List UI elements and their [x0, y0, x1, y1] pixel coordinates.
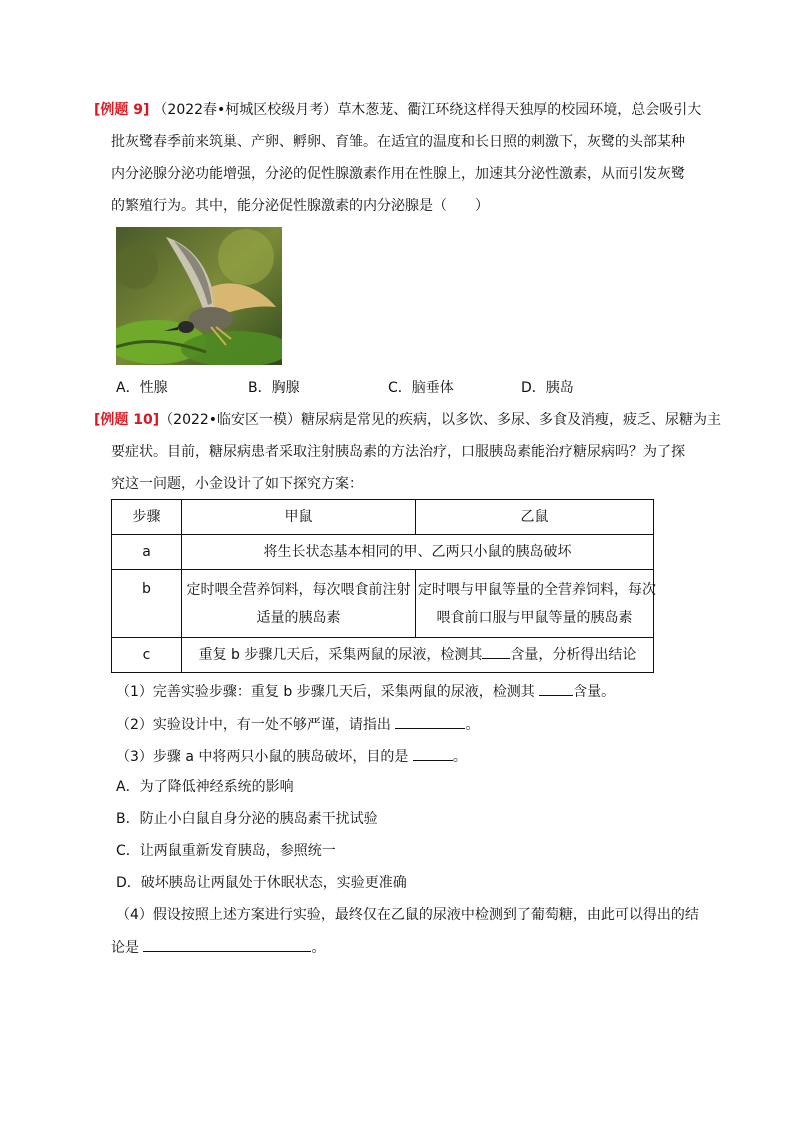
row-c-text-1: 重复 b 步骤几天后，采集两鼠的尿液，检测其	[198, 647, 483, 663]
sub2-prefix: （2）实验设计中，有一处不够严谨，请指出	[116, 717, 396, 733]
header-yi: 乙鼠	[416, 500, 654, 535]
q10-sub4-line-2	[111, 937, 325, 958]
q9-option-c[interactable]: C．脑垂体	[388, 380, 454, 396]
q9-line-3: 内分泌腺分泌功能增强，分泌的促性腺激素作用在性腺上，加速其分泌性激素，从而引发灰鹭	[111, 166, 685, 182]
table-row-a	[112, 535, 654, 570]
row-b-yi-line-1: 定时喂与甲鼠等量的全营养饲料，每次	[418, 581, 656, 598]
q10-choice-b[interactable]: B．防止小白鼠自身分泌的胰岛素干扰试验	[116, 811, 378, 827]
q10-text-1: 糖尿病是常见的疾病，以多饮、多尿、多食及消瘦，疲乏、尿糖为主	[301, 412, 722, 428]
q9-option-a[interactable]: A．性腺	[116, 380, 168, 396]
q9-line-4: 的繁殖行为。其中，能分泌促性腺激素的内分泌腺是（ ）	[111, 198, 489, 214]
row-a-text: 将生长状态基本相同的甲、乙两只小鼠的胰岛破坏	[182, 535, 654, 570]
sub3-suffix: 。	[452, 749, 467, 765]
row-c-text	[182, 638, 654, 673]
q9-source: （2022春•柯城区校级月考）	[153, 102, 338, 118]
header-jia: 甲鼠	[182, 500, 416, 535]
heron-photo	[116, 227, 282, 365]
sub2-suffix: 。	[465, 717, 480, 733]
sub2-answer-blank[interactable]	[395, 714, 465, 729]
q10-tag: [例题 10]	[94, 412, 160, 428]
table-header-row	[112, 500, 654, 535]
q10-sub4-line-1: （4）假设按照上述方案进行实验，最终仅在乙鼠的尿液中检测到了葡萄糖，由此可以得出的结	[116, 907, 699, 923]
row-b-yi	[416, 570, 654, 638]
q10-sub1	[116, 681, 615, 702]
q9-option-b[interactable]: B．胸腺	[248, 380, 300, 396]
row-c-step: c	[112, 638, 182, 673]
q9-option-d[interactable]: D．胰岛	[521, 380, 574, 396]
q9-line-2: 批灰鹭春季前来筑巢、产卵、孵卵、育雏。在适宜的温度和长日照的刺激下，灰鹭的头部某种	[111, 134, 685, 150]
q9-tag: [例题 9]	[94, 102, 150, 118]
table-row-c	[112, 638, 654, 673]
q10-line-1	[94, 410, 721, 430]
q10-line-2: 要症状。目前，糖尿病患者采取注射胰岛素的方法治疗，口服胰岛素能治疗糖尿病吗？为了探	[111, 444, 685, 460]
experiment-table	[111, 499, 654, 673]
row-b-jia	[182, 570, 416, 638]
sub4-suffix: 。	[311, 940, 326, 956]
sub1-suffix: 含量。	[573, 684, 616, 700]
q9-text-1: 草木葱茏、衢江环绕这样得天独厚的校园环境，总会吸引大	[337, 102, 702, 118]
q10-choice-a[interactable]: A．为了降低神经系统的影响	[116, 779, 294, 795]
sub1-answer-blank[interactable]	[539, 681, 573, 696]
q10-line-3: 究这一问题，小金设计了如下探究方案：	[111, 476, 363, 492]
row-b-step: b	[112, 570, 182, 638]
row-b-jia-line-1: 定时喂全营养饲料，每次喂食前注射	[186, 581, 411, 598]
sub4-prefix: 论是	[111, 940, 144, 956]
row-a-step: a	[112, 535, 182, 570]
table-row-b	[112, 570, 654, 638]
sub3-prefix: （3）步骤 a 中将两只小鼠的胰岛破坏，目的是	[116, 749, 413, 765]
sub3-answer-blank[interactable]	[413, 746, 453, 761]
q10-source: （2022•临安区一模）	[159, 412, 302, 428]
row-b-jia-line-2: 适量的胰岛素	[256, 609, 341, 626]
q9-line-1	[94, 100, 701, 120]
q10-sub2	[116, 714, 479, 735]
q10-choice-d[interactable]: D．破坏胰岛让两鼠处于休眠状态，实验更准确	[116, 875, 407, 891]
row-b-yi-line-2: 喂食前口服与甲鼠等量的胰岛素	[436, 609, 633, 626]
q10-sub3	[116, 746, 467, 767]
header-step: 步骤	[112, 500, 182, 535]
sub4-answer-blank[interactable]	[143, 937, 311, 952]
q9-options	[116, 377, 676, 397]
row-c-text-2: 含量，分析得出结论	[510, 647, 637, 663]
row-c-blank[interactable]	[482, 644, 510, 659]
sub1-prefix: （1）完善实验步骤：重复 b 步骤几天后，采集两鼠的尿液，检测其	[116, 684, 540, 700]
q10-choice-c[interactable]: C．让两鼠重新发育胰岛，参照统一	[116, 843, 336, 859]
